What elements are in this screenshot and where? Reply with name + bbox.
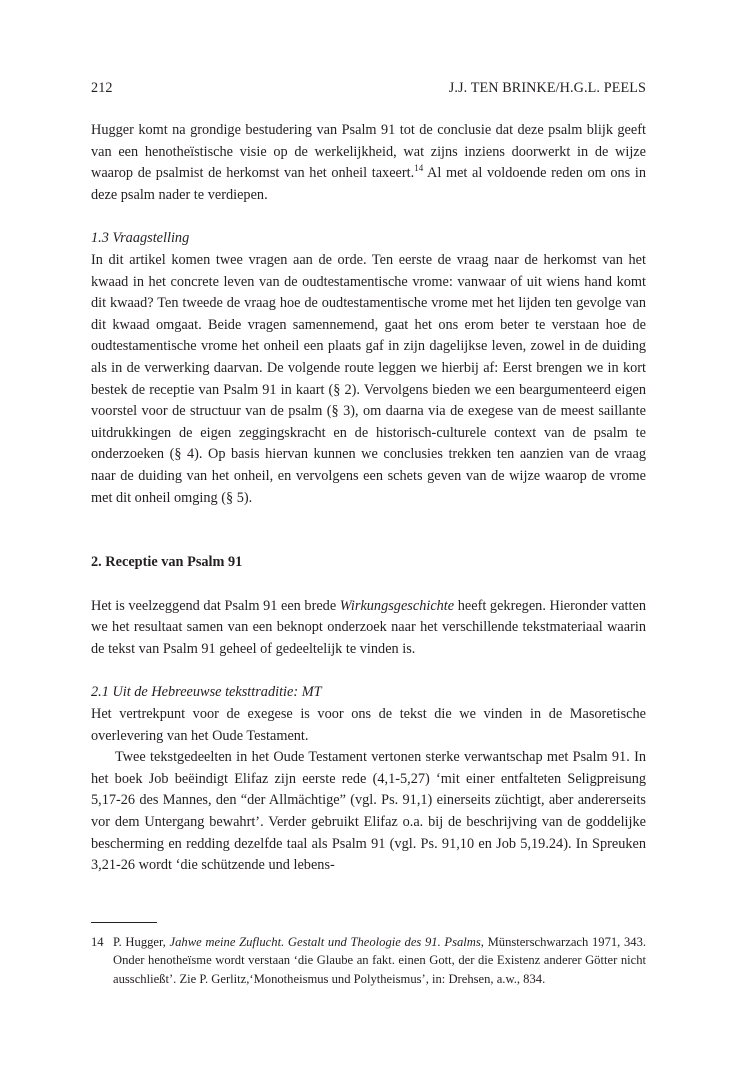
footnote-text [113, 933, 646, 989]
paragraph-2 [91, 596, 646, 661]
footnote [91, 933, 646, 989]
footnote-text-b: Münsterschwarzach 1971, 343. Onder henotheïsme wordt verstaan ‘die Glaube an fakt. einen Gott, der die Existenz anderer Götter nicht ausschließt’. Zie P. Gerlitz,‘Monotheismus und Polytheismus’, in: Drehsen, a.w., 834. [113, 934, 647, 986]
paragraph-2-text: Het is veelzeggend dat Psalm 91 een brede [91, 597, 340, 614]
page-number: 212 [91, 80, 113, 96]
subsection-heading-2-1: 2.1 Uit de Hebreeuwse teksttraditie: MT [91, 684, 322, 701]
footnote-text-a: P. Hugger, [113, 934, 170, 949]
paragraph-1-3: In dit artikel komen twee vragen aan de orde. Ten eerste de vraag naar de herkomst van het kwaad in het concrete leven van de oudtestamentische vrome: vanwaar of uit wiens hand komt dit kwaad? Ten tweede de vraag hoe de oudtestamentische vrome met het lijden ten gevolge van dit kwaad omgaat. Beide vragen samennemend, gaat het ons erom beter te verstaan hoe de oudtestamentische vrome het onheil een plaats gaf in zijn dagelijkse leven, zowel in de duiding als in de verwerking daarvan. De volgende route leggen we hierbij af: Eerst brengen we in kort bestek de receptie van Psalm 91 in kaart (§ 2). Vervolgens bieden we een beargumenteerd eigen voorstel voor de structuur van de psalm (§ 3), om daarna via de exegese van de meest saillante uitdrukkingen de eigen zeggingskracht en de historisch-culturele context van de psalm te onderzoeken (§ 4). Op basis hiervan kunnen we conclusies trekken ten aanzien van de vraag naar de duiding van het onheil, en vervolgens een schets geven van de wijze waarop de vrome met dit onheil omging (§ 5). [91, 251, 646, 506]
footnote-reference[interactable]: 14 [414, 163, 424, 174]
page [91, 78, 646, 989]
paragraph-2-1-b: Twee tekstgedeelten in het Oude Testament vertonen sterke verwantschap met Psalm 91. In het boek Job beëindigt Elifaz zijn eerste rede (4,1-5,27) ‘mit einer entfalteten Seligpreisung 5,17-26 des Mannes, den “der Allmächtige” (vgl. Ps. 91,1) einerseits züchtigt, aber andererseits vor dem Untergang bewahrt’. Verder gebruikt Elifaz o.a. bij de beschrijving van de goddelijke bescherming en redding dezelfde taal als Psalm 91 (vgl. Ps. 91,10 en Job 5,19.24). In Spreuken 3,21-26 wordt ‘die schützende und lebens- [91, 749, 646, 874]
subsection-heading-1-3: 1.3 Vraagstelling [91, 230, 190, 247]
paragraph-2-1-a: Het vertrekpunt voor de exegese is voor ons de tekst die we vinden in de Masoretische overlevering van het Oude Testament. [91, 706, 646, 744]
running-head [91, 78, 646, 98]
footnote-rule [91, 922, 157, 923]
footnote-number: 14 [91, 934, 104, 949]
intro-text: Hugger komt na grondige bestudering van Psalm 91 tot de conclusie dat deze psalm blijk geeft van een henotheïstische visie op de werkelijkheid, wat zijns inziens doorwerkt in de wijze waarop de psalmist de herkomst van het onheil taxeert. [91, 122, 646, 182]
footnote-book-title: Jahwe meine Zuflucht. Gestalt und Theologie des 91. Psalms, [169, 934, 484, 949]
section-heading-2: 2. Receptie van Psalm 91 [91, 554, 243, 571]
paragraph-2-text-end: heeft gekregen. Hieronder vatten we het resultaat samen van een beknopt onderzoek naar het verschillende tekstmateriaal waarin de tekst van Psalm 91 geheel of gedeeltelijk te vinden is. [91, 597, 646, 657]
intro-text-end: Al met al voldoende reden om ons in deze psalm nader te verdiepen. [91, 165, 646, 203]
intro-paragraph [91, 120, 646, 206]
paragraph-2-italic: Wirkungsgeschichte [339, 597, 455, 614]
running-title: J.J. TEN BRINKE/H.G.L. PEELS [448, 80, 646, 96]
